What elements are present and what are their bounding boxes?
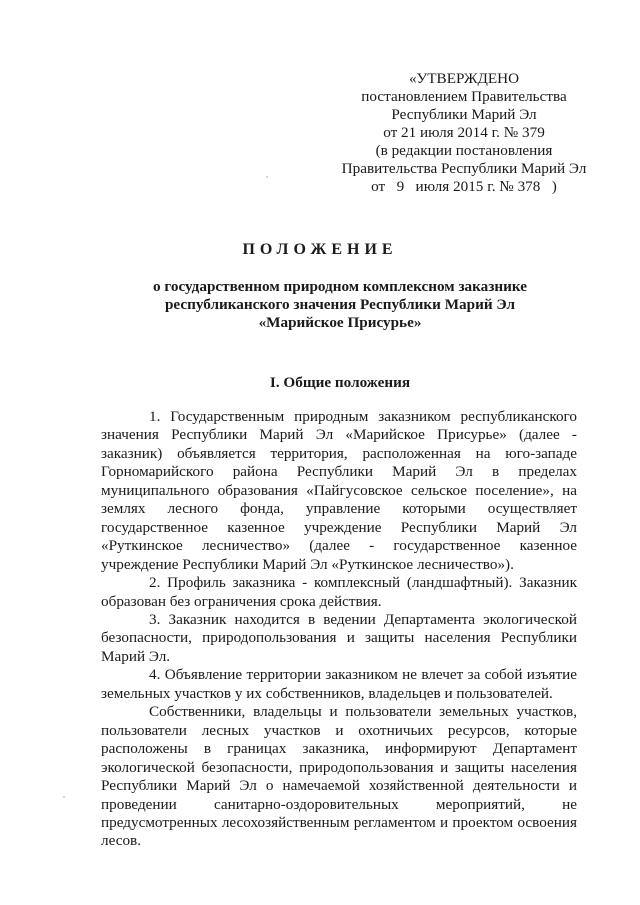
approval-line: Правительства Республики Марий Эл (341, 160, 587, 177)
approval-line: (в редакции постановления (375, 142, 553, 159)
approval-stamp-block (322, 70, 606, 196)
document-title: ПОЛОЖЕНИЕ (242, 241, 398, 258)
paragraph: 2. Профиль заказника - комплексный (ландшафтный). Заказник образован без ограничения срока действия. (101, 574, 577, 610)
approval-line: постановлением Правительства (361, 88, 567, 105)
approval-line: «УТВЕРЖДЕНО (408, 70, 520, 87)
subtitle-line: «Марийское Присурье» (258, 314, 422, 331)
scan-speck (63, 796, 65, 798)
subtitle-line: о государственном природном комплексном заказнике (153, 278, 527, 295)
approval-line: Республики Марий Эл (391, 106, 537, 123)
paragraph: 1. Государственным природным заказником республиканского значения Республики Марий Эл «Марийское Присурье» (далее - заказник) объявляется территория, расположенная на юго-западе Горномарийского района Республики Марий Эл в пределах муниципального образования «Пайгусовское сельское поселение», на землях лесного фонда, управление которыми осуществляет государственное казенное учреждение Республики Марий Эл «Руткинское лесничество» (далее - государственное казенное учреждение Республики Марий Эл «Руткинское лесничество»). (101, 408, 577, 573)
body-text (101, 408, 577, 851)
approval-line: от 21 июля 2014 г. № 379 (383, 124, 545, 141)
scan-speck (266, 176, 268, 178)
document-subtitle (0, 278, 640, 332)
approval-line: от 9 июля 2015 г. № 378 ) (371, 178, 557, 195)
paragraph: Собственники, владельцы и пользователи земельных участков, пользователи лесных участков и охотничьих ресурсов, которые расположены в границах заказника, информируют Департамент экологической безопасности, природопользования и защиты населения Республики Марий Эл о намечаемой хозяйственной деятельности и проведении санитарно-оздоровительных мероприятий, не предусмотренных лесохозяйственным регламентом и проектом освоения лесов. (101, 703, 577, 850)
paragraph: 4. Объявление территории заказником не влечет за собой изъятие земельных участков у их собственников, владельцев и пользователей. (101, 666, 577, 702)
section-heading: I. Общие положения (269, 374, 411, 391)
paragraph: 3. Заказник находится в ведении Департамента экологической безопасности, природопользования и защиты населения Республики Марий Эл. (101, 610, 577, 665)
subtitle-line: республиканского значения Республики Марий Эл (164, 296, 516, 313)
